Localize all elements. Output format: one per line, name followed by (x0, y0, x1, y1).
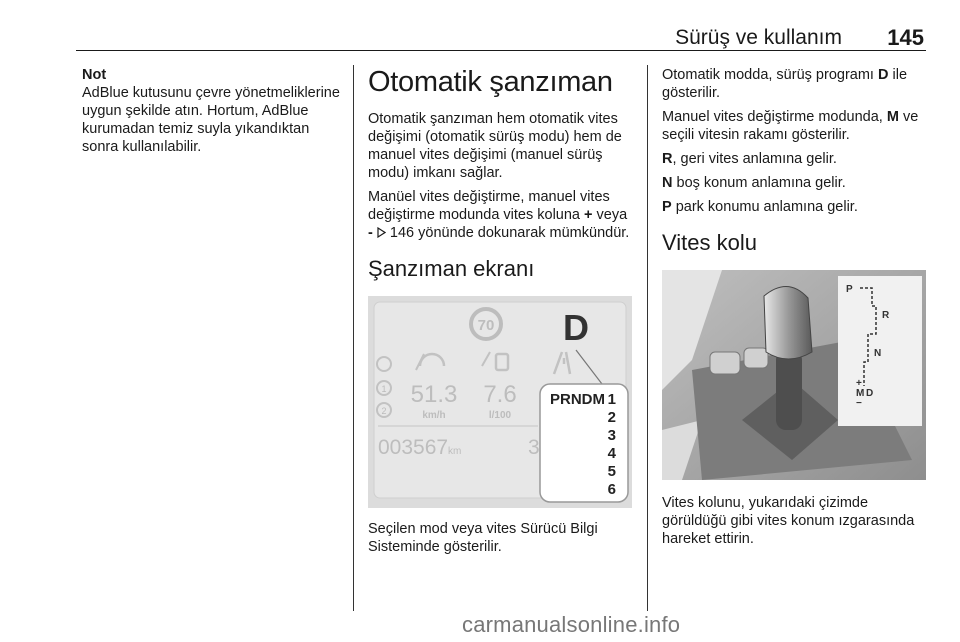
display-caption: Seçilen mod veya vites Sürücü Bilgi Sisteminde gösterilir. (368, 521, 598, 555)
gate-label-d: D (866, 388, 874, 399)
trip-partial-digit: 3 (528, 436, 540, 459)
gate-label-m: M (856, 388, 865, 399)
average-speed-value: 51.3 (410, 381, 458, 408)
gate-label-minus: − (856, 398, 862, 409)
left-column (82, 66, 344, 156)
gate-label-p: P (846, 284, 853, 295)
selector-lever-caption: Vites kolunu, yukarıdaki çizimde görüldüğü gibi vites konum ızgarasında hareket ettirin. (662, 495, 915, 547)
watermark-text: carmanualsonline.info (462, 612, 681, 637)
manual-mode-paragraph: Manuel vites değiştirme modunda, M ve seçili vitesin rakamı gösterilir. (662, 109, 919, 143)
middle-column (368, 66, 634, 562)
callout-gear-5: 5 (607, 463, 616, 480)
trip-1-label: 1 (381, 384, 387, 394)
subheading-selector-lever: Vites kolu (662, 230, 757, 255)
shift-knob (764, 286, 812, 359)
subheading-transmission-display: Şanzıman ekranı (368, 256, 535, 281)
gear-indicator: D (563, 307, 589, 348)
reverse-paragraph: R, geri vites anlamına gelir. (662, 151, 837, 167)
callout-gear-6: 6 (607, 481, 616, 498)
callout-prndm: PRNDM (550, 391, 605, 408)
page-header (76, 22, 926, 51)
page-title: Sürüş ve kullanım (675, 26, 842, 49)
note-text: AdBlue kutusunu çevre yönetmeliklerine uygun şekilde atın. Hortum, AdBlue kurumadan temiz suyla yıkandıktan sonra kullanılabilir. (82, 85, 340, 155)
section-heading-automatic-transmission: Otomatik şanzıman (368, 66, 613, 98)
transmission-display-illustration (368, 296, 632, 508)
speed-limit-value: 70 (477, 317, 495, 334)
gate-label-n: N (874, 348, 882, 359)
odometer-value: 003567 (378, 436, 449, 459)
trip-2-label: 2 (381, 406, 387, 416)
fuel-consumption-value: 7.6 (483, 381, 517, 408)
manual-shift-paragraph: Manüel vites değiştirme, manuel vites değiştirme modunda vites koluna + veya - 146 yönünde dokunarak mümkündür. (368, 189, 630, 241)
callout-gear-1: 1 (607, 391, 616, 408)
column-divider-right (647, 65, 648, 611)
page-number: 145 (887, 25, 924, 50)
neutral-paragraph: N boş konum anlamına gelir. (662, 175, 846, 191)
odometer-unit: km (448, 446, 462, 457)
callout-gear-3: 3 (607, 427, 616, 444)
average-speed-unit: km/h (422, 410, 446, 421)
selector-lever-drawing (662, 270, 926, 480)
selector-lever-photo (662, 270, 926, 480)
instrument-cluster-drawing (368, 296, 632, 508)
park-paragraph: P park konumu anlamına gelir. (662, 199, 858, 215)
callout-gear-2: 2 (607, 409, 616, 426)
page-reference-icon (377, 227, 386, 238)
console-button-left (710, 352, 740, 374)
intro-paragraph: Otomatik şanzıman hem otomatik vites değişimi (otomatik sürüş modu) hem de manuel vites değişimi (manuel sürüş modu) imkanı sağlar. (368, 111, 622, 181)
callout-gear-4: 4 (607, 445, 616, 462)
note-title: Not (82, 67, 107, 83)
fuel-consumption-unit: l/100 (488, 410, 512, 421)
gate-label-r: R (882, 310, 890, 321)
column-divider-left (353, 65, 354, 611)
automatic-mode-paragraph: Otomatik modda, sürüş programı D ile gösterilir. (662, 67, 908, 101)
right-column (662, 66, 928, 554)
console-button-right (744, 348, 768, 368)
gate-label-plus: + (856, 378, 862, 389)
